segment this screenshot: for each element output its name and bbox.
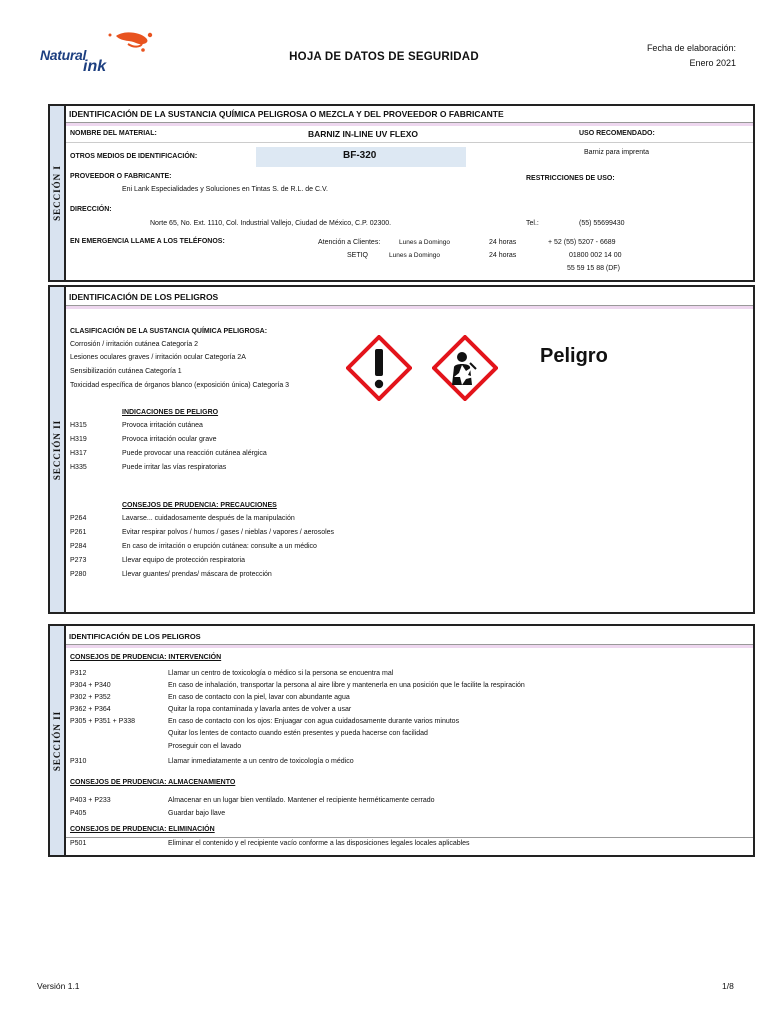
precaution-code: P264 xyxy=(70,515,87,522)
date-value: Enero 2021 xyxy=(689,58,736,68)
hazard-code: H319 xyxy=(70,436,87,443)
emergencia-row2-phone: 01800 002 14 00 xyxy=(569,252,622,259)
health-hazard-icon xyxy=(432,335,498,406)
precaution-text: Llevar guantes/ prendas/ máscara de protección xyxy=(122,571,272,578)
emergencia-row1-who: Atención a Clientes: xyxy=(318,239,381,246)
precaution-code: P284 xyxy=(70,543,87,550)
intervencion-title: CONSEJOS DE PRUDENCIA: INTERVENCIÓN xyxy=(70,654,222,661)
product-code: BF-320 xyxy=(343,150,377,161)
clasificacion-item: Sensibilización cutánea Categoría 1 xyxy=(70,368,182,375)
intervention-text: Proseguir con el lavado xyxy=(168,743,242,750)
uso-label: USO RECOMENDADO: xyxy=(579,130,655,137)
hazard-text: Provoca irritación ocular grave xyxy=(122,436,217,443)
intervention-text: Quitar la ropa contaminada y lavarla antes de volver a usar xyxy=(168,706,352,713)
precaution-text: En caso de irritación o erupción cutánea: consulte a un médico xyxy=(122,543,317,550)
clasificacion-item: Corrosión / irritación cutánea Categoría 2 xyxy=(70,341,199,348)
storage-code: P405 xyxy=(70,810,87,817)
storage-text: Almacenar en un lugar bien ventilado. Mantener el recipiente herméticamente cerrado xyxy=(168,797,435,804)
document-title: HOJA DE DATOS DE SEGURIDAD xyxy=(289,51,479,63)
material-value: BARNIZ IN-LINE UV FLEXO xyxy=(308,129,419,139)
precaution-text: Llevar equipo de protección respiratoria xyxy=(122,557,245,564)
emergencia-row1-hours: 24 horas xyxy=(489,239,517,246)
almacenamiento-title: CONSEJOS DE PRUDENCIA: ALMACENAMIENTO xyxy=(70,779,236,786)
uso-value: Barniz para imprenta xyxy=(584,149,649,156)
emergencia-label: EN EMERGENCIA LLAME A LOS TELÉFONOS: xyxy=(70,238,225,245)
intervention-text: En caso de inhalación, transportar la persona al aire libre y mantenerla en una posición que le facilite la respiración xyxy=(168,682,525,689)
intervention-code: P362 + P364 xyxy=(70,706,111,713)
section-3-sidebar xyxy=(50,626,66,855)
proveedor-label: PROVEEDOR O FABRICANTE: xyxy=(70,173,172,180)
proveedor-value: Eni Lank Especialidades y Soluciones en Tintas S. de R.L. de C.V. xyxy=(122,186,328,193)
storage-code: P403 + P233 xyxy=(70,797,111,804)
hazard-code: H317 xyxy=(70,450,87,457)
logo-text-natural: Natural xyxy=(40,47,87,63)
intervention-code: P305 + P351 + P338 xyxy=(70,718,135,725)
footer-version: Versión 1.1 xyxy=(37,981,80,991)
intervention-code: P310 xyxy=(70,758,87,765)
emergencia-row1-phone: + 52 (55) 5207 - 6689 xyxy=(548,239,616,246)
section-1-sidebar xyxy=(50,106,66,280)
precaution-text: Lavarse... cuidadosamente después de la manipulación xyxy=(122,515,295,522)
section-1 xyxy=(48,104,755,282)
disposal-text: Eliminar el contenido y el recipiente vacío conforme a las disposiciones legales locales aplicables xyxy=(168,840,470,847)
intervention-text: En caso de contacto con la piel, lavar con abundante agua xyxy=(168,694,350,701)
section-2 xyxy=(48,285,755,614)
signal-word: Peligro xyxy=(540,345,608,367)
indicaciones-title: INDICACIONES DE PELIGRO xyxy=(122,409,219,416)
precaution-text: Evitar respirar polvos / humos / gases / nieblas / vapores / aerosoles xyxy=(122,529,335,536)
company-logo xyxy=(38,30,158,75)
eliminacion-title: CONSEJOS DE PRUDENCIA: ELIMINACIÓN xyxy=(70,826,215,833)
emergencia-row3-phone: 55 59 15 88 (DF) xyxy=(567,265,620,272)
intervention-text: Quitar los lentes de contacto cuando estén presentes y pueda hacerse con facilidad xyxy=(168,730,428,737)
section-2-sidebar xyxy=(50,287,66,612)
intervention-text: Llamar un centro de toxicología o médico si la persona se encuentra mal xyxy=(168,670,394,677)
precaution-code: P273 xyxy=(70,557,87,564)
otros-label: OTROS MEDIOS DE IDENTIFICACIÓN: xyxy=(70,153,198,160)
exclamation-mark-icon xyxy=(346,335,412,406)
intervention-code: P312 xyxy=(70,670,87,677)
storage-text: Guardar bajo llave xyxy=(168,810,226,817)
intervention-code: P304 + P340 xyxy=(70,682,111,689)
hazard-code: H335 xyxy=(70,464,87,471)
intervention-text: Llamar inmediatamente a un centro de toxicología o médico xyxy=(168,758,354,765)
clasificacion-item: Toxicidad específica de órganos blanco (exposición única) Categoría 3 xyxy=(70,382,290,389)
intervention-code: P302 + P352 xyxy=(70,694,111,701)
emergencia-row2-days: Lunes a Domingo xyxy=(389,252,440,259)
direccion-value: Norte 65, No. Ext. 1110, Col. Industrial Vallejo, Ciudad de México, C.P. 02300. xyxy=(150,220,392,227)
section-3-side-label: SECCIÓN II xyxy=(52,710,62,771)
direccion-label: DIRECCIÓN: xyxy=(70,206,112,213)
hazard-text: Puede irritar las vías respiratorias xyxy=(122,464,227,471)
section-3 xyxy=(48,624,755,857)
section-1-heading: IDENTIFICACIÓN DE LA SUSTANCIA QUÍMICA PELIGROSA O MEZCLA Y DEL PROVEEDOR O FABRICANTE xyxy=(69,109,504,119)
restricciones-label: RESTRICCIONES DE USO: xyxy=(526,175,615,182)
disposal-code: P501 xyxy=(70,840,87,847)
precaution-code: P261 xyxy=(70,529,87,536)
section-2-heading: IDENTIFICACIÓN DE LOS PELIGROS xyxy=(69,292,219,302)
emergencia-row2-hours: 24 horas xyxy=(489,252,517,259)
precaution-code: P280 xyxy=(70,571,87,578)
clasificacion-title: CLASIFICACIÓN DE LA SUSTANCIA QUÍMICA PELIGROSA: xyxy=(70,328,268,335)
hazard-text: Puede provocar una reacción cutánea alérgica xyxy=(122,450,267,457)
tel-value: (55) 55699430 xyxy=(579,220,625,227)
footer-page-number: 1/8 xyxy=(722,981,734,991)
date-label: Fecha de elaboración: xyxy=(646,43,736,53)
logo-text-ink: ink xyxy=(83,58,107,75)
clasificacion-item: Lesiones oculares graves / irritación ocular Categoría 2A xyxy=(70,354,246,361)
section-3-heading: IDENTIFICACIÓN DE LOS PELIGROS xyxy=(69,632,201,641)
section-1-side-label: SECCIÓN I xyxy=(52,165,62,221)
material-label: NOMBRE DEL MATERIAL: xyxy=(70,130,157,137)
section-2-side-label: SECCIÓN II xyxy=(52,419,62,480)
intervention-text: En caso de contacto con los ojos: Enjuagar con agua cuidadosamente durante varios minutos xyxy=(168,718,460,725)
hazard-code: H315 xyxy=(70,422,87,429)
emergencia-row1-days: Lunes a Domingo xyxy=(399,239,450,246)
consejos-title: CONSEJOS DE PRUDENCIA: PRECAUCIONES xyxy=(122,502,277,509)
emergencia-row2-who: SETIQ xyxy=(347,252,369,259)
hazard-text: Provoca irritación cutánea xyxy=(122,422,203,429)
tel-label: Tel.: xyxy=(526,220,539,227)
